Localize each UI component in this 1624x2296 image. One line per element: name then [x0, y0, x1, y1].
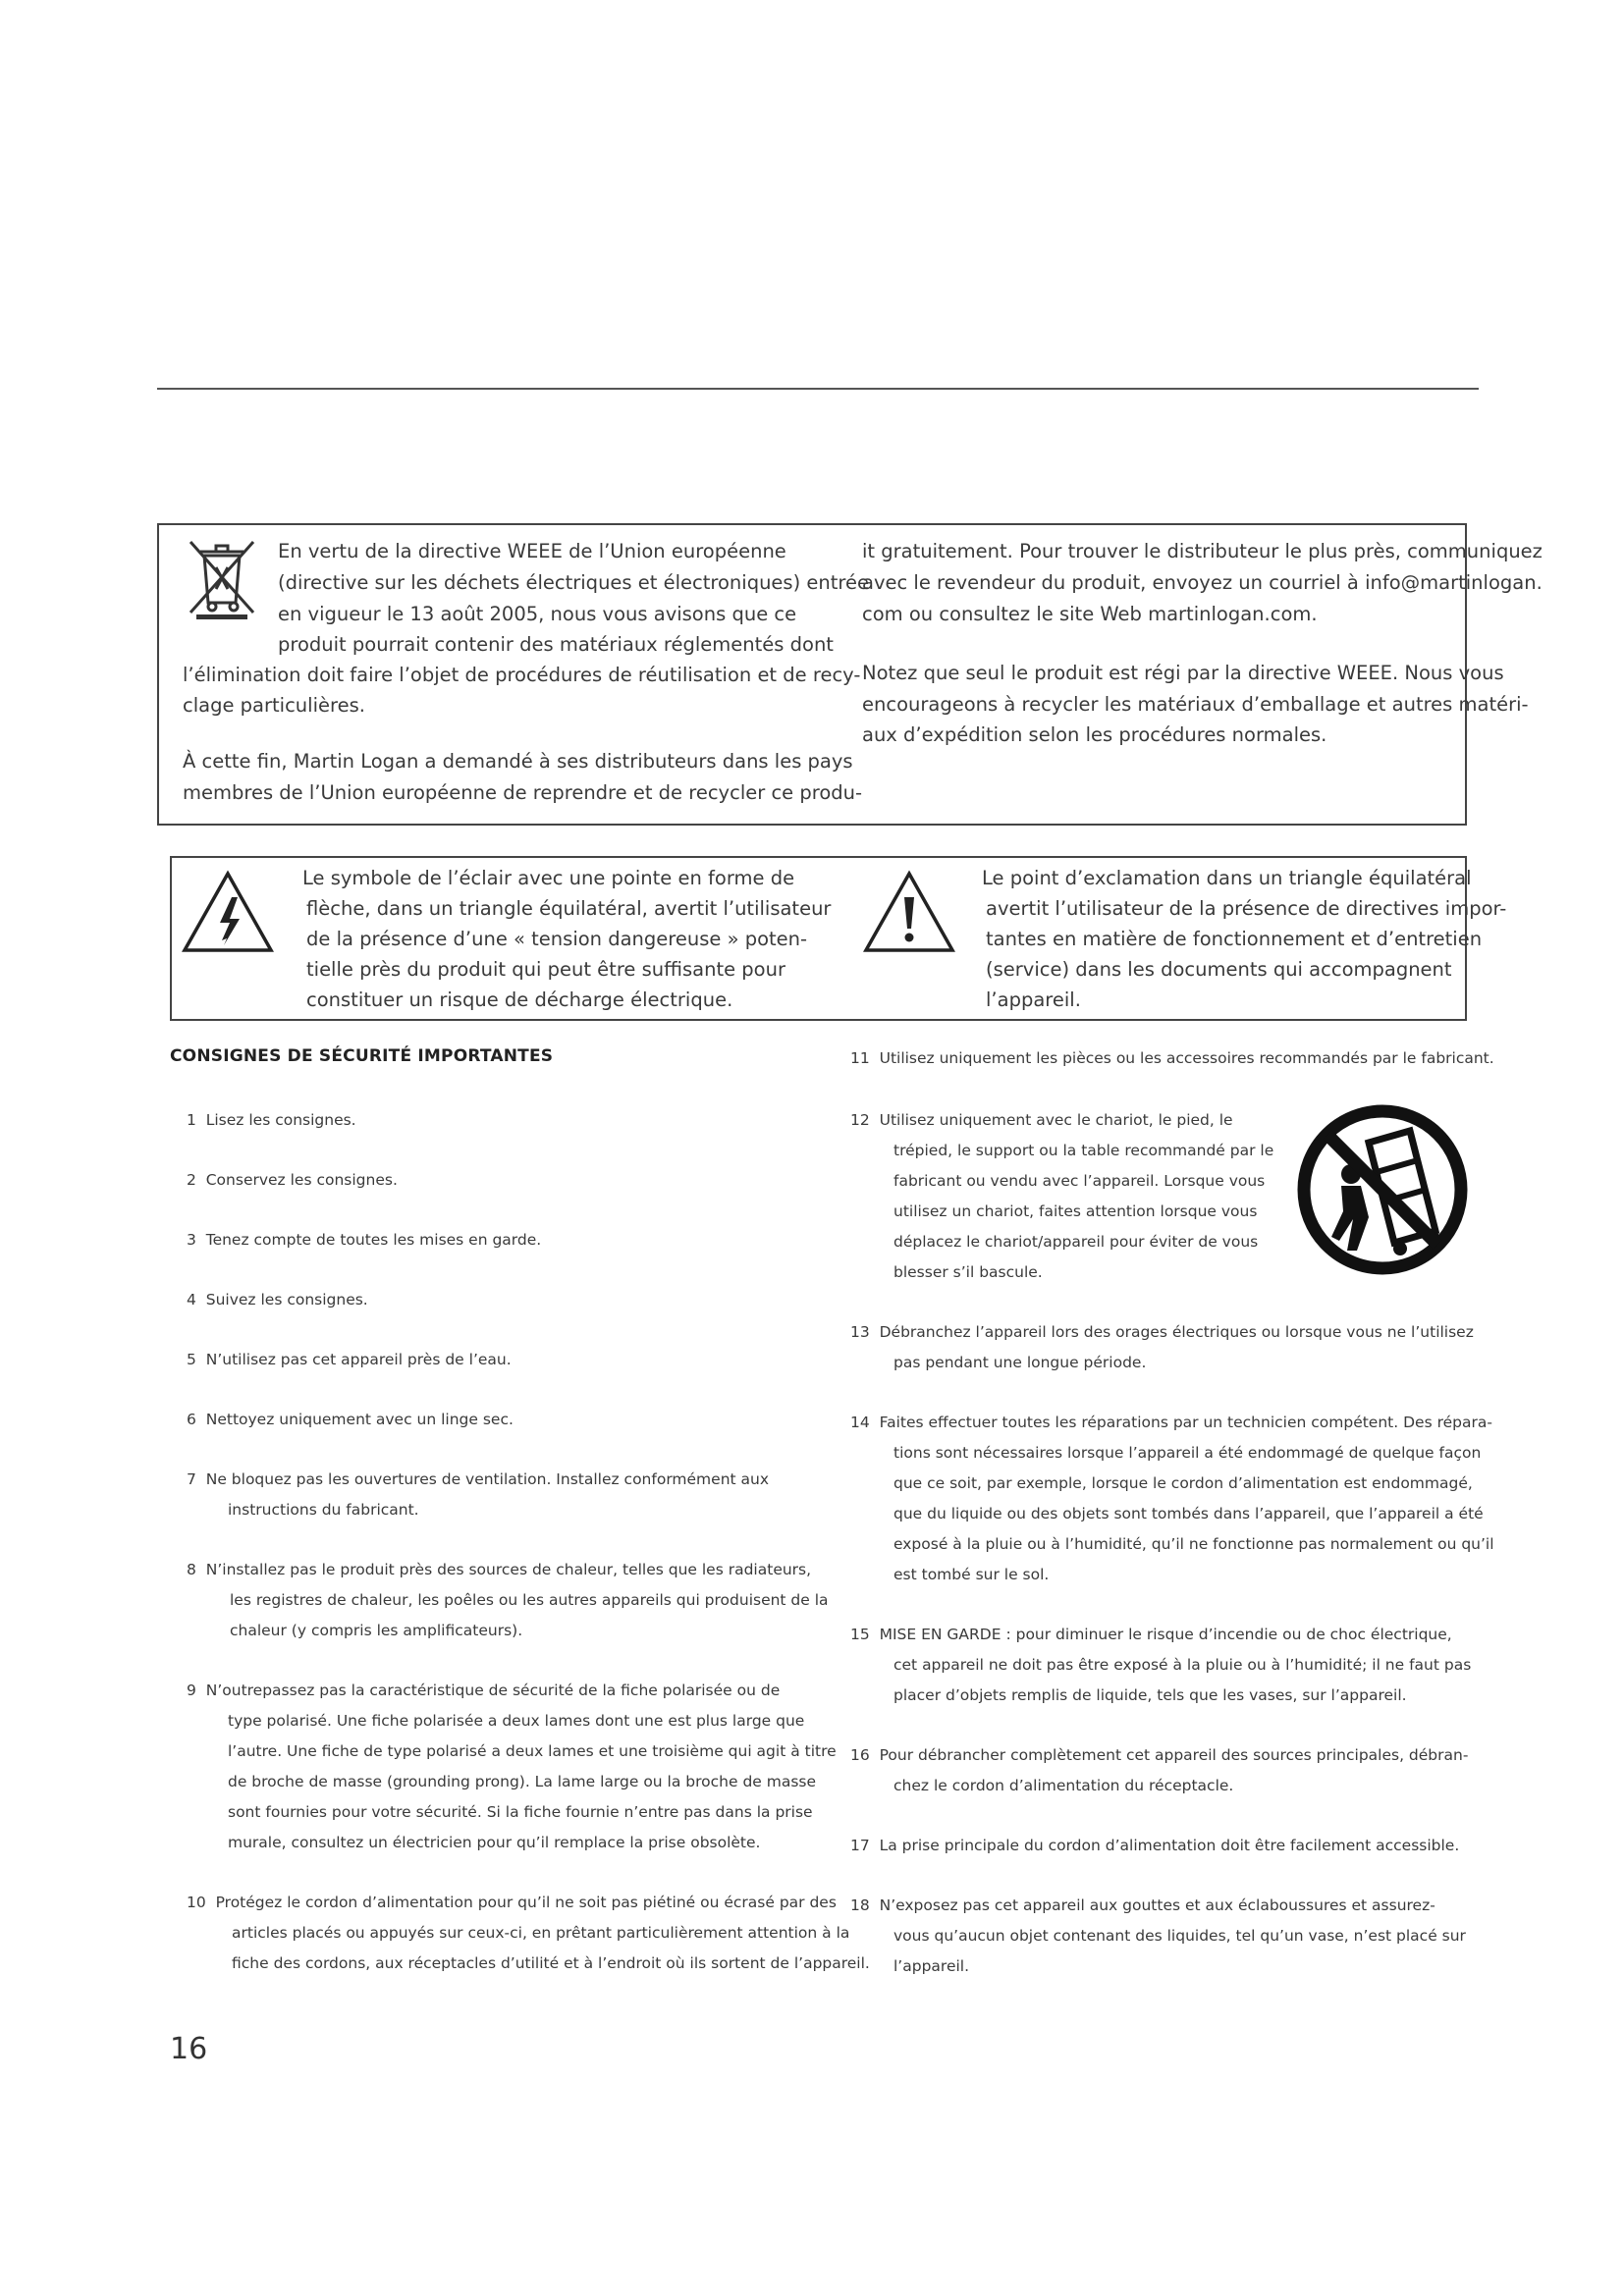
weee-left-line-7: À cette fin, Martin Logan a demandé à ses distributeurs dans les pays — [183, 750, 853, 773]
safety-item-number: 18 — [850, 1896, 870, 1914]
safety-item-10-line-1 — [187, 1888, 837, 1918]
safety-item-14-line-2: tions sont nécessaires lorsque l’appareil a été endommagé de quelque façon — [893, 1444, 1482, 1462]
safety-item-12-line-4: utilisez un chariot, faites attention lorsque vous — [893, 1202, 1258, 1220]
safety-item-9-line-2: type polarisé. Une fiche polarisée a deux lames dont une est plus large que — [228, 1712, 805, 1730]
safety-item-14-line-5: exposé à la pluie ou à l’humidité, qu’il ne fonctionne pas normalement ou qu’il — [893, 1535, 1494, 1553]
safety-item-text: Protégez le cordon d’alimentation pour qu’il ne soit pas piétiné ou écrasé par des — [215, 1894, 837, 1911]
safety-item-10-line-3: fiche des cordons, aux réceptacles d’utilité et à l’endroit où ils sortent de l’appareil. — [232, 1954, 870, 1972]
safety-item-14-line-3: que ce soit, par exemple, lorsque le cordon d’alimentation est endommagé, — [893, 1474, 1473, 1492]
safety-item-15-line-3: placer d’objets remplis de liquide, tels que les vases, sur l’appareil. — [893, 1686, 1407, 1704]
safety-item-12-line-2: trépied, le support ou la table recommandé par le — [893, 1142, 1274, 1159]
safety-item-text: Utilisez uniquement avec le chariot, le pied, le — [879, 1111, 1233, 1129]
safety-item-16-line-2: chez le cordon d’alimentation du réceptacle. — [893, 1777, 1234, 1794]
safety-item-number: 5 — [187, 1351, 196, 1368]
safety-item-18-line-3: l’appareil. — [893, 1957, 970, 1975]
safety-item-number: 17 — [850, 1837, 870, 1854]
safety-item-9-line-6: murale, consultez un électricien pour qu’il remplace la prise obsolète. — [228, 1834, 761, 1851]
safety-item-number: 12 — [850, 1111, 870, 1129]
lightning-line-5: constituer un risque de décharge électrique. — [306, 988, 733, 1011]
weee-right-line-5: encourageons à recycler les matériaux d’emballage et autres matéri- — [862, 693, 1529, 716]
safety-item-number: 9 — [187, 1682, 196, 1699]
safety-item-number: 7 — [187, 1470, 196, 1488]
safety-heading: CONSIGNES DE SÉCURITÉ IMPORTANTES — [170, 1046, 554, 1066]
safety-item-text: Débranchez l’appareil lors des orages électriques ou lorsque vous ne l’utilisez — [879, 1323, 1474, 1341]
safety-item-17-line-1 — [850, 1831, 1459, 1861]
safety-item-14-line-4: que du liquide ou des objets sont tombés dans l’appareil, que l’appareil a été — [893, 1505, 1484, 1522]
safety-item-14-line-6: est tombé sur le sol. — [893, 1566, 1050, 1583]
exclamation-line-3: tantes en matière de fonctionnement et d’entretien — [986, 928, 1483, 950]
lightning-line-1: Le symbole de l’éclair avec une pointe en forme de — [302, 867, 795, 889]
safety-item-text: Conservez les consignes. — [205, 1171, 398, 1189]
safety-item-13-line-2: pas pendant une longue période. — [893, 1354, 1147, 1371]
safety-item-13-line-1 — [850, 1317, 1474, 1348]
safety-item-7-line-1 — [187, 1465, 769, 1495]
safety-item-number: 6 — [187, 1411, 196, 1428]
safety-item-text: Ne bloquez pas les ouvertures de ventilation. Installez conformément aux — [205, 1470, 770, 1488]
safety-item-12-line-3: fabricant ou vendu avec l’appareil. Lorsque vous — [893, 1172, 1266, 1190]
safety-item-6-line-1 — [187, 1405, 514, 1435]
weee-left-line-2: (directive sur les déchets électriques et électroniques) entrée — [278, 571, 869, 594]
safety-item-2-line-1 — [187, 1165, 398, 1196]
safety-item-16-line-1 — [850, 1740, 1468, 1771]
safety-item-9-line-1 — [187, 1676, 780, 1706]
safety-item-10-line-2: articles placés ou appuyés sur ceux-ci, en prêtant particulièrement attention à la — [232, 1924, 850, 1942]
safety-item-8-line-1 — [187, 1555, 811, 1585]
safety-item-number: 11 — [850, 1049, 870, 1067]
safety-item-number: 1 — [187, 1111, 196, 1129]
top-rule — [157, 388, 1479, 390]
weee-right-line-2: avec le revendeur du produit, envoyez un courriel à info@martinlogan. — [862, 571, 1543, 594]
safety-item-12-line-1 — [850, 1105, 1233, 1136]
safety-item-5-line-1 — [187, 1345, 512, 1375]
safety-item-text: Tenez compte de toutes les mises en garde. — [205, 1231, 542, 1249]
weee-left-line-8: membres de l’Union européenne de reprendre et de recycler ce produ- — [183, 781, 863, 804]
safety-item-number: 3 — [187, 1231, 196, 1249]
safety-item-text: Utilisez uniquement les pièces ou les accessoires recommandés par le fabricant. — [879, 1049, 1494, 1067]
exclamation-line-2: avertit l’utilisateur de la présence de directives impor- — [986, 897, 1507, 920]
no-cart-tipover-icon — [1292, 1103, 1473, 1276]
safety-item-9-line-4: de broche de masse (grounding prong). La lame large ou la broche de masse — [228, 1773, 817, 1790]
weee-right-line-6: aux d’expédition selon les procédures normales. — [862, 723, 1327, 746]
safety-item-15-line-2: cet appareil ne doit pas être exposé à la pluie ou à l’humidité; il ne faut pas — [893, 1656, 1472, 1674]
safety-item-9-line-5: sont fournies pour votre sécurité. Si la fiche fournie n’entre pas dans la prise — [228, 1803, 813, 1821]
safety-item-text: Lisez les consignes. — [205, 1111, 356, 1129]
lightning-line-3: de la présence d’une « tension dangereuse » poten- — [306, 928, 808, 950]
lightning-line-2: flèche, dans un triangle équilatéral, avertit l’utilisateur — [306, 897, 832, 920]
weee-left-line-3: en vigueur le 13 août 2005, nous vous avisons que ce — [278, 603, 797, 625]
safety-item-number: 14 — [850, 1414, 870, 1431]
safety-item-number: 8 — [187, 1561, 196, 1578]
safety-item-15-line-1 — [850, 1620, 1452, 1650]
page-number: 16 — [170, 2032, 208, 2066]
exclamation-line-1: Le point d’exclamation dans un triangle équilatéral — [982, 867, 1472, 889]
lightning-line-4: tielle près du produit qui peut être suffisante pour — [306, 958, 785, 981]
safety-item-3-line-1 — [187, 1225, 541, 1255]
safety-item-1-line-1 — [187, 1105, 356, 1136]
safety-item-number: 2 — [187, 1171, 196, 1189]
safety-item-number: 13 — [850, 1323, 870, 1341]
weee-right-line-4: Notez que seul le produit est régi par la directive WEEE. Nous vous — [862, 662, 1504, 684]
safety-item-12-line-5: déplacez le chariot/appareil pour éviter de vous — [893, 1233, 1259, 1251]
safety-item-12-line-6: blesser s’il bascule. — [893, 1263, 1043, 1281]
weee-left-line-1: En vertu de la directive WEEE de l’Union européenne — [278, 540, 786, 562]
safety-item-4-line-1 — [187, 1285, 368, 1315]
weee-left-line-6: clage particulières. — [183, 694, 365, 717]
safety-item-number: 4 — [187, 1291, 196, 1308]
exclamation-warning-icon — [862, 870, 956, 954]
weee-left-line-5: l’élimination doit faire l’objet de procédures de réutilisation et de recy- — [183, 664, 861, 686]
safety-item-11-line-1 — [850, 1043, 1494, 1074]
safety-item-number: 16 — [850, 1746, 870, 1764]
safety-item-18-line-2: vous qu’aucun objet contenant des liquides, tel qu’un vase, n’est placé sur — [893, 1927, 1466, 1945]
safety-item-text: Pour débrancher complètement cet appareil des sources principales, débran- — [879, 1746, 1469, 1764]
safety-item-text: La prise principale du cordon d’alimentation doit être facilement accessible. — [879, 1837, 1460, 1854]
safety-item-number: 15 — [850, 1626, 870, 1643]
lightning-warning-icon — [181, 870, 275, 954]
safety-item-text: Faites effectuer toutes les réparations par un technicien compétent. Des répara- — [879, 1414, 1492, 1431]
weee-right-line-3: com ou consultez le site Web martinlogan.com. — [862, 603, 1318, 625]
safety-item-number: 10 — [187, 1894, 206, 1911]
exclamation-line-4: (service) dans les documents qui accompagnent — [986, 958, 1452, 981]
crossed-bin-icon — [183, 538, 261, 620]
safety-item-9-line-3: l’autre. Une fiche de type polarisé a deux lames et une troisième qui agit à titre — [228, 1742, 837, 1760]
safety-item-text: N’outrepassez pas la caractéristique de sécurité de la fiche polarisée ou de — [205, 1682, 781, 1699]
exclamation-line-5: l’appareil. — [986, 988, 1081, 1011]
safety-item-text: N’installez pas le produit près des sources de chaleur, telles que les radiateurs, — [205, 1561, 812, 1578]
safety-item-text: MISE EN GARDE : pour diminuer le risque d’incendie ou de choc électrique, — [879, 1626, 1452, 1643]
weee-left-line-4: produit pourrait contenir des matériaux réglementés dont — [278, 633, 834, 656]
safety-item-text: Suivez les consignes. — [205, 1291, 368, 1308]
safety-item-8-line-3: chaleur (y compris les amplificateurs). — [230, 1622, 523, 1639]
safety-item-14-line-1 — [850, 1408, 1492, 1438]
safety-item-text: N’exposez pas cet appareil aux gouttes et aux éclaboussures et assurez- — [879, 1896, 1435, 1914]
safety-item-text: Nettoyez uniquement avec un linge sec. — [205, 1411, 514, 1428]
safety-item-text: N’utilisez pas cet appareil près de l’eau. — [205, 1351, 512, 1368]
weee-right-line-1: it gratuitement. Pour trouver le distributeur le plus près, communiquez — [862, 540, 1543, 562]
safety-item-7-line-2: instructions du fabricant. — [228, 1501, 419, 1519]
safety-item-8-line-2: les registres de chaleur, les poêles ou les autres appareils qui produisent de la — [230, 1591, 829, 1609]
safety-item-18-line-1 — [850, 1891, 1435, 1921]
